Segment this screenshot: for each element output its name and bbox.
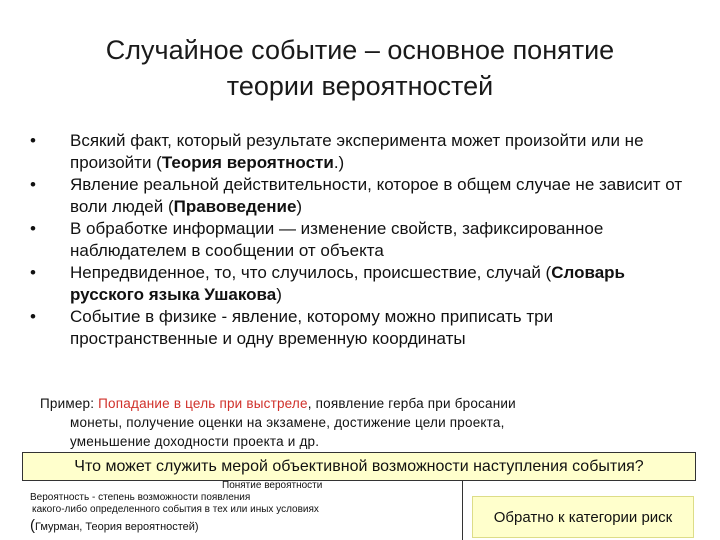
bullet-text: Непредвиденное, то, что случилось, происшествие, случай ( <box>70 263 552 282</box>
definition-heading: Понятие вероятности <box>222 480 323 491</box>
bullet-text-end: ) <box>276 284 282 304</box>
example-label: Пример: <box>40 396 99 411</box>
bullet-icon: • <box>30 219 36 238</box>
bullet-source: Правоведение <box>173 196 297 216</box>
list-item <box>26 174 696 217</box>
title-line-2: теории вероятностей <box>226 71 494 101</box>
bullet-text-end: ) <box>296 196 303 216</box>
example-line-3: уменьшение доходности проекта и др. <box>70 434 320 449</box>
definition-source-text: Гмурман, Теория вероятностей) <box>35 521 199 533</box>
slide-title <box>40 32 680 104</box>
bullet-text: Всякий факт, который результате эксперимента может произойти или не произойти ( <box>70 131 644 172</box>
bullet-icon: • <box>30 307 36 326</box>
title-line-1: Случайное событие – основное понятие <box>105 35 615 65</box>
list-item <box>26 306 696 349</box>
example-line-2: монеты, получение оценки на экзамене, достижение цели проекта, <box>70 415 505 430</box>
bullet-source: Словарь русского языка Ушакова <box>70 263 625 304</box>
back-to-risk-category-button[interactable]: Обратно к категории риск <box>472 496 694 538</box>
bullet-source: Теория вероятности <box>161 152 334 172</box>
bullet-text: Событие в физике - явление, которому можно приписать три пространственные и одну временную координаты <box>70 307 554 348</box>
example-block <box>40 394 680 451</box>
list-item <box>26 218 696 261</box>
probability-definition <box>22 480 463 540</box>
definition-line-2: какого-либо определенного события в тех или иных условиях <box>32 504 319 515</box>
bullet-icon: • <box>30 263 36 282</box>
bullet-icon: • <box>30 175 36 194</box>
definition-list <box>26 130 696 350</box>
question-box: Что может служить мерой объективной возможности наступления события? <box>22 452 696 481</box>
bullet-text-end: .) <box>333 152 345 172</box>
definition-source <box>22 517 462 534</box>
list-item <box>26 262 696 305</box>
bullet-text: В обработке информации — изменение свойств, зафиксированное наблюдателем в сообщении от объекта <box>70 219 604 260</box>
definition-line-1: Вероятность - степень возможности появления <box>30 492 251 503</box>
bullet-text: Явление реальной действительности, которое в общем случае не зависит от воли людей ( <box>70 175 683 216</box>
bullet-icon: • <box>30 131 36 150</box>
example-highlight: Попадание в цель при выстреле <box>98 396 308 411</box>
list-item <box>26 130 696 173</box>
definition-paren: ( <box>30 517 35 534</box>
example-text: , появление герба при бросании <box>307 396 516 411</box>
